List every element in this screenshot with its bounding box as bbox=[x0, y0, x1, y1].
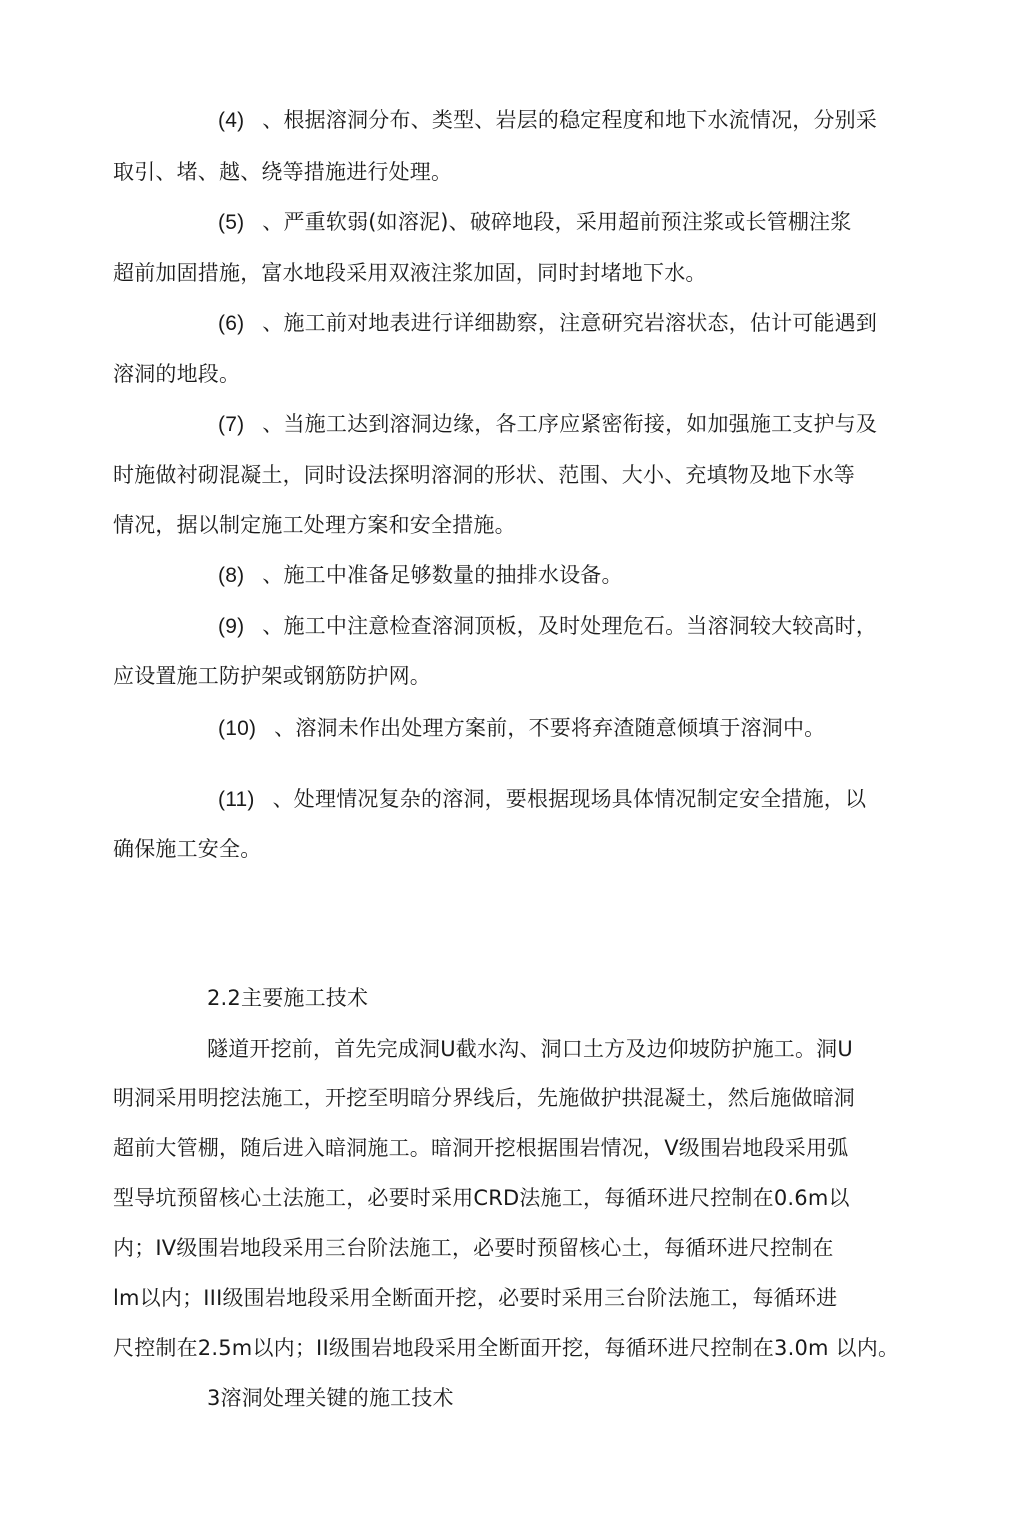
item-8-line-1 bbox=[218, 561, 623, 590]
item-7-line-2: 时施做衬砌混凝土，同时设法探明溶洞的形状、范围、大小、充填物及地下水等 bbox=[113, 463, 855, 487]
item-5-number: (5) bbox=[218, 211, 245, 234]
section-2-2-line-3: 超前大管棚，随后进入暗洞施工。暗洞开挖根据围岩情况，V级围岩地段采用弧 bbox=[113, 1136, 849, 1160]
item-4-line-1 bbox=[218, 106, 877, 135]
item-6-line-1 bbox=[218, 309, 877, 338]
item-7-line-1 bbox=[218, 410, 877, 439]
item-4-number: (4) bbox=[218, 109, 245, 132]
item-9-number: (9) bbox=[218, 615, 245, 638]
item-9-text: 、施工中注意检查溶洞顶板，及时处理危石。当溶洞较大较高时， bbox=[262, 614, 878, 638]
item-11-number: (11) bbox=[218, 788, 255, 811]
item-7-number: (7) bbox=[218, 413, 245, 436]
section-3-heading: 3溶洞处理关键的施工技术 bbox=[207, 1386, 454, 1410]
section-2-2-line-5: 内；IV级围岩地段采用三台阶法施工，必要时预留核心土，每循环进尺控制在 bbox=[113, 1236, 834, 1260]
item-8-number: (8) bbox=[218, 564, 245, 587]
section-2-2-heading: 2.2主要施工技术 bbox=[207, 986, 369, 1010]
item-5-line-2: 超前加固措施，富水地段采用双液注浆加固，同时封堵地下水。 bbox=[113, 261, 707, 285]
item-4-line-2: 取引、堵、越、绕等措施进行处理。 bbox=[113, 160, 453, 184]
item-6-line-2: 溶洞的地段。 bbox=[113, 362, 241, 386]
item-11-text: 、处理情况复杂的溶洞，要根据现场具体情况制定安全措施，以 bbox=[272, 787, 867, 811]
item-6-text: 、施工前对地表进行详细勘察，注意研究岩溶状态，估计可能遇到 bbox=[262, 311, 878, 335]
item-10-number: (10) bbox=[218, 717, 257, 740]
item-7-line-3: 情况，据以制定施工处理方案和安全措施。 bbox=[113, 513, 516, 537]
section-2-2-line-7: 尺控制在2.5m以内；II级围岩地段采用全断面开挖，每循环进尺控制在3.0m 以内。 bbox=[113, 1336, 900, 1360]
item-10-text: 、溶洞未作出处理方案前，不要将弃渣随意倾填于溶洞中。 bbox=[274, 716, 826, 740]
section-2-2-line-1: 隧道开挖前，首先完成洞U截水沟、洞口土方及边仰坡防护施工。洞U bbox=[207, 1037, 853, 1061]
item-6-number: (6) bbox=[218, 312, 245, 335]
item-9-line-2: 应设置施工防护架或钢筋防护网。 bbox=[113, 664, 431, 688]
section-2-2-line-6: lm以内；III级围岩地段采用全断面开挖，必要时采用三台阶法施工，每循环进 bbox=[113, 1286, 838, 1310]
section-2-2-line-4: 型导坑预留核心土法施工，必要时采用CRD法施工，每循环进尺控制在0.6m以 bbox=[113, 1186, 850, 1210]
section-2-2-line-2: 明洞采用明挖法施工，开挖至明暗分界线后，先施做护拱混凝土，然后施做暗洞 bbox=[113, 1086, 855, 1110]
item-7-text: 、当施工达到溶洞边缘，各工序应紧密衔接，如加强施工支护与及 bbox=[262, 412, 878, 436]
item-11-line-1 bbox=[218, 785, 866, 814]
item-11-line-2: 确保施工安全。 bbox=[113, 837, 262, 861]
item-5-text: 、严重软弱(如溶泥)、破碎地段，采用超前预注浆或长管棚注浆 bbox=[262, 210, 852, 234]
item-5-line-1 bbox=[218, 208, 851, 237]
item-10-line-1 bbox=[218, 714, 825, 743]
item-4-text: 、根据溶洞分布、类型、岩层的稳定程度和地下水流情况，分别采 bbox=[262, 108, 878, 132]
item-9-line-1 bbox=[218, 612, 877, 641]
item-8-text: 、施工中准备足够数量的抽排水设备。 bbox=[262, 563, 623, 587]
